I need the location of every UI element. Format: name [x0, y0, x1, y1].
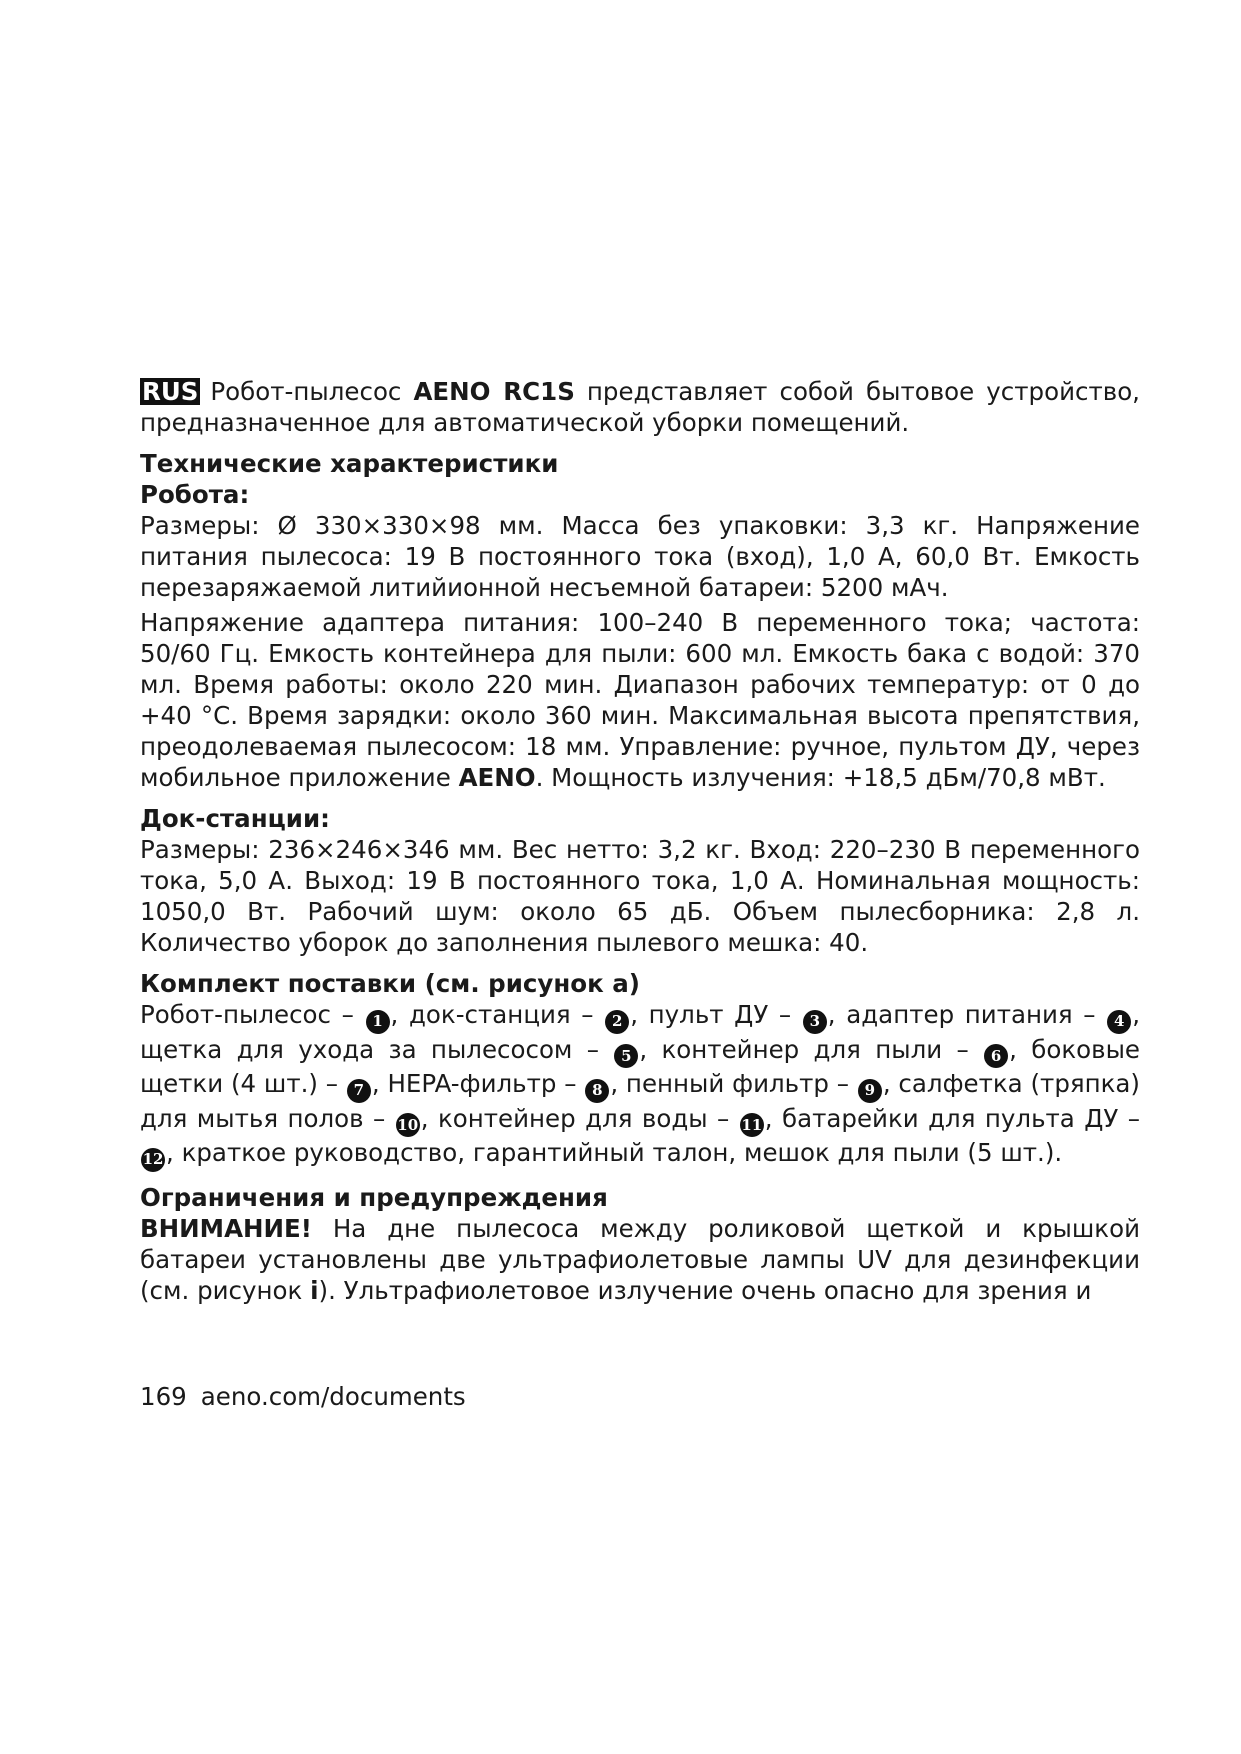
kit-item-label: батарейки для пульта ДУ –: [782, 1103, 1141, 1133]
kit-item-label: Робот-пылесос –: [140, 1000, 365, 1029]
dock-specs-paragraph: Размеры: 236×246×346 мм. Вес нетто: 3,2 кг. Вход: 220–230 В переменного тока, 5,0 А. Выход: 19 В постоянного тока, 1,0 А. Номинальная мощность: 1050,0 Вт. Рабочий шум: около 65 дБ. Объем пылесборника: 2,8 л. Количество уборок до заполнения пылевого мешка: 40.: [140, 835, 1140, 957]
kit-item: [409, 1000, 649, 1029]
kit-item: [626, 1069, 899, 1098]
intro-text-pre: Робот-пылесос: [210, 377, 414, 406]
kit-item-label: боковые щетки (4 шт.) –: [140, 1034, 1141, 1098]
kit-item-separator: ,: [1132, 1000, 1141, 1029]
kit-item: [140, 1035, 662, 1064]
footer-url: aeno.com/documents: [200, 1382, 466, 1411]
kit-item-separator: ,: [390, 1000, 409, 1029]
robot-specs-text-pre: Напряжение адаптера питания: 100–240 В переменного тока; частота: 50/60 Гц. Емкость контейнера для пыли: 600 мл. Емкость бака с водой: 370 мл. Время работы: около 220 мин. Диапазон рабочих температур: от 0 до +40 °C. Время зарядки: около 360 мин. Максимальная высота препятствия, преодолеваемая пылесосом: 18 мм. Управление: ручное, пультом ДУ, через мобильное приложение: [140, 608, 1140, 792]
number-5-icon: 5: [614, 1044, 638, 1068]
kit-item: [140, 1000, 409, 1029]
kit-paragraph: [140, 999, 1140, 1172]
kit-tail: краткое руководство, гарантийный талон, мешок для пыли (5 шт.).: [181, 1138, 1063, 1167]
number-1-icon: 1: [366, 1010, 390, 1034]
warnings-paragraph: [140, 1213, 1140, 1306]
kit-item-label: контейнер для пыли –: [661, 1034, 984, 1064]
kit-item-separator: ,: [764, 1103, 782, 1133]
kit-item-label: HEPA-фильтр –: [387, 1069, 585, 1098]
dock-heading: Док-станции:: [140, 804, 330, 833]
intro-paragraph: [140, 376, 1140, 438]
kit-item-label: щетка для ухода за пылесосом –: [140, 1034, 614, 1064]
robot-specs-paragraph-1: Размеры: Ø 330×330×98 мм. Масса без упаковки: 3,3 кг. Напряжение питания пылесоса: 19 В постоянного тока (вход), 1,0 А, 60,0 Вт. Емкость перезаряжаемой литийионной несъемной батареи: 5200 мАч.: [140, 511, 1140, 602]
kit-item-separator: ,: [827, 1000, 847, 1029]
kit-item-separator: ,: [639, 1034, 662, 1064]
kit-item-separator: ,: [610, 1069, 626, 1098]
number-4-icon: 4: [1107, 1010, 1131, 1034]
kit-item-label: адаптер питания –: [846, 1000, 1107, 1029]
robot-heading: Робота:: [140, 480, 250, 509]
kit-item: [438, 1104, 782, 1133]
intro-brand-model: AENO RC1S: [413, 377, 575, 406]
page-footer: [140, 1381, 466, 1412]
number-11-icon: 11: [740, 1113, 764, 1137]
figure-ref: i: [310, 1275, 319, 1305]
number-10-icon: 10: [396, 1113, 420, 1137]
warnings-heading: Ограничения и предупреждения: [140, 1182, 608, 1212]
kit-item-label: док-станция –: [408, 1000, 605, 1029]
document-page: [140, 376, 1140, 1306]
warning-text-pre: На дне пылесоса между роликовой щеткой и крышкой батареи установлены две ультрафиолетовые лампы UV для дезинфекции (см. рисунок: [140, 1213, 1140, 1305]
kit-item-label: контейнер для воды –: [437, 1103, 739, 1133]
kit-item-separator: ,: [1009, 1034, 1032, 1064]
robot-specs-brand: AENO: [458, 763, 536, 792]
robot-specs-paragraph-2: [140, 607, 1140, 793]
language-badge: RUS: [142, 377, 199, 406]
kit-item-separator: ,: [371, 1069, 388, 1098]
page-number: 169: [140, 1382, 187, 1411]
kit-item-separator: ,: [166, 1138, 182, 1167]
number-6-icon: 6: [984, 1044, 1008, 1068]
kit-item-label: пенный фильтр –: [625, 1069, 857, 1098]
kit-item-label: пульт ДУ –: [648, 1000, 802, 1029]
specs-heading: Технические характеристики: [140, 449, 559, 478]
number-8-icon: 8: [585, 1079, 609, 1103]
number-3-icon: 3: [803, 1010, 827, 1034]
number-2-icon: 2: [605, 1010, 629, 1034]
robot-specs-text-post: . Мощность излучения: +18,5 дБм/70,8 мВт.: [535, 763, 1106, 792]
warning-text-post: ). Ультрафиолетовое излучение очень опасно для зрения и: [318, 1275, 1092, 1305]
number-12-icon: 12: [141, 1148, 165, 1172]
kit-item-label: салфетка (тряпка) для мытья полов –: [140, 1069, 1140, 1133]
kit-item: [662, 1035, 1032, 1064]
number-7-icon: 7: [347, 1079, 371, 1103]
number-9-icon: 9: [858, 1079, 882, 1103]
kit-item: [649, 1000, 847, 1029]
intro-text-post: представляет собой бытовое устройство, предназначенное для автоматической уборки помещений.: [140, 377, 1140, 437]
kit-item: [846, 1000, 1140, 1029]
kit-item: [387, 1069, 625, 1098]
kit-heading: Комплект поставки (см. рисунок a): [140, 969, 641, 998]
kit-item-separator: ,: [630, 1000, 649, 1029]
kit-item-separator: ,: [882, 1069, 899, 1098]
kit-item-separator: ,: [420, 1103, 438, 1133]
warning-label: ВНИМАНИЕ!: [140, 1213, 312, 1243]
